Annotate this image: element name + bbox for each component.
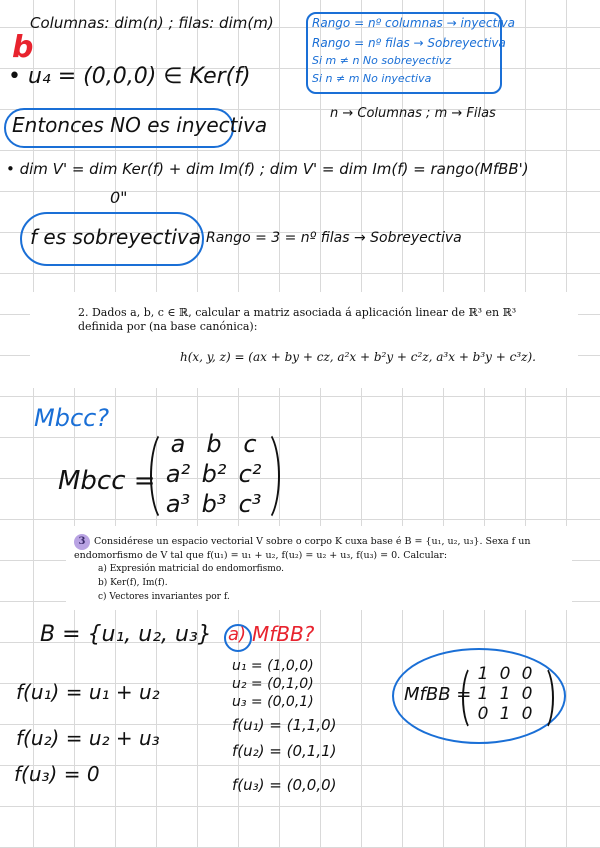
part-a-title: MfBB? <box>252 622 315 646</box>
mbcc-matrix-cell: a³ <box>165 490 191 518</box>
problem-2-formula: h(x, y, z) = (ax + by + cz, a²x + b²y + c²z, a³x + b³y + c³z). <box>180 350 536 364</box>
not-injective-note: Entonces NO es inyectiva <box>12 113 268 137</box>
coord-u3: u₃ = (0,0,1) <box>232 694 314 710</box>
basis-definition: B = {u₁, u₂, u₃} <box>40 622 212 647</box>
problem-3-statement <box>74 534 554 562</box>
coord-fu2: f(u₂) = (0,1,1) <box>232 742 337 760</box>
u4-kernel-note: • u₄ = (0,0,0) ∈ Ker(f) <box>8 64 251 89</box>
rule-line-2: Rango = nº filas → Sobreyectiva <box>312 36 506 50</box>
mbcc-matrix-cell: b³ <box>201 490 227 518</box>
mbcc-question: Mbcc? <box>34 404 110 432</box>
coord-fu1: f(u₁) = (1,1,0) <box>232 716 337 734</box>
problem-2-card <box>30 292 578 388</box>
mbcc-matrix-cell: a <box>170 430 186 458</box>
coord-fu3: f(u₃) = (0,0,0) <box>232 776 337 794</box>
problem-3-number: 3 <box>74 534 90 550</box>
problem-3-item-a: a) Expresión matricial do endomorfismo. <box>98 564 284 574</box>
coord-u1: u₁ = (1,0,0) <box>232 658 314 674</box>
image-u2: f(u₂) = u₂ + u₃ <box>16 726 160 750</box>
mbcc-matrix-cell: c³ <box>238 490 262 518</box>
problem-3-item-b: b) Ker(f), Im(f). <box>98 578 168 588</box>
zero-mark: 0" <box>110 188 128 207</box>
rule-box <box>306 12 515 94</box>
mbcc-matrix-cell: a² <box>165 460 191 488</box>
result-matrix-cell: 0 <box>521 664 533 684</box>
mbcc-label: Mbcc = <box>58 466 156 496</box>
mbcc-matrix-cell: b <box>206 430 222 458</box>
rule-line-1: Rango = nº columnas → inyectiva <box>312 16 515 30</box>
result-right-paren <box>530 664 554 732</box>
result-matrix-cell: 0 <box>499 664 511 684</box>
result-matrix-cell: 1 <box>477 684 489 704</box>
mbcc-matrix-cell: b² <box>201 460 227 488</box>
problem-3-item-c: c) Vectores invariantes por f. <box>98 592 230 602</box>
rank-note: Rango = 3 = nº filas → Sobreyectiva <box>206 230 462 246</box>
part-a-label: a) <box>228 624 247 645</box>
result-label: MfBB = <box>404 684 472 705</box>
coord-u2: u₂ = (0,1,0) <box>232 676 314 692</box>
result-matrix-cell: 1 <box>477 664 489 684</box>
result-matrix-cell: 1 <box>499 684 511 704</box>
part-letter-b: b <box>12 30 34 65</box>
mbcc-matrix-cell: c <box>243 430 257 458</box>
problem-3-card <box>66 526 572 610</box>
problem-3-text: Considérese un espacio vectorial V sobre o corpo K cuxa base é B = {u₁, u₂, u₃}. Sexa f un endomorfismo de V tal que f(u₁) = u₁ + u₂, f(u₂) = u₂ + u₃, f(u₃) = 0. Calcular: <box>74 536 531 561</box>
problem-2-statement: 2. Dados a, b, c ∈ ℝ, calcular a matriz asociada á aplicación linear de ℝ³ en ℝ³ definida por (na base canónica): <box>78 306 517 333</box>
mbcc-right-paren <box>246 428 280 524</box>
image-u1: f(u₁) = u₁ + u₂ <box>16 680 160 704</box>
n-m-legend: n → Columnas ; m → Filas <box>330 106 496 121</box>
result-matrix-cell: 1 <box>499 704 511 724</box>
surjective-note: f es sobreyectiva <box>30 225 201 249</box>
result-matrix-cell: 0 <box>521 704 533 724</box>
rule-line-4: Si n ≠ m No inyectiva <box>312 72 432 85</box>
mbcc-matrix-cell: c² <box>238 460 262 488</box>
image-u3: f(u₃) = 0 <box>14 762 100 786</box>
result-matrix-cell: 0 <box>521 684 533 704</box>
rule-line-3: Si m ≠ n No sobreyectivz <box>312 54 452 67</box>
result-matrix-cell: 0 <box>477 704 489 724</box>
columns-rows-note: Columnas: dim(n) ; filas: dim(m) <box>30 14 274 32</box>
dimension-formula: • dim V' = dim Ker(f) + dim Im(f) ; dim V' = dim Im(f) = rango(MfBB') <box>6 160 529 178</box>
result-matrix <box>472 664 538 724</box>
